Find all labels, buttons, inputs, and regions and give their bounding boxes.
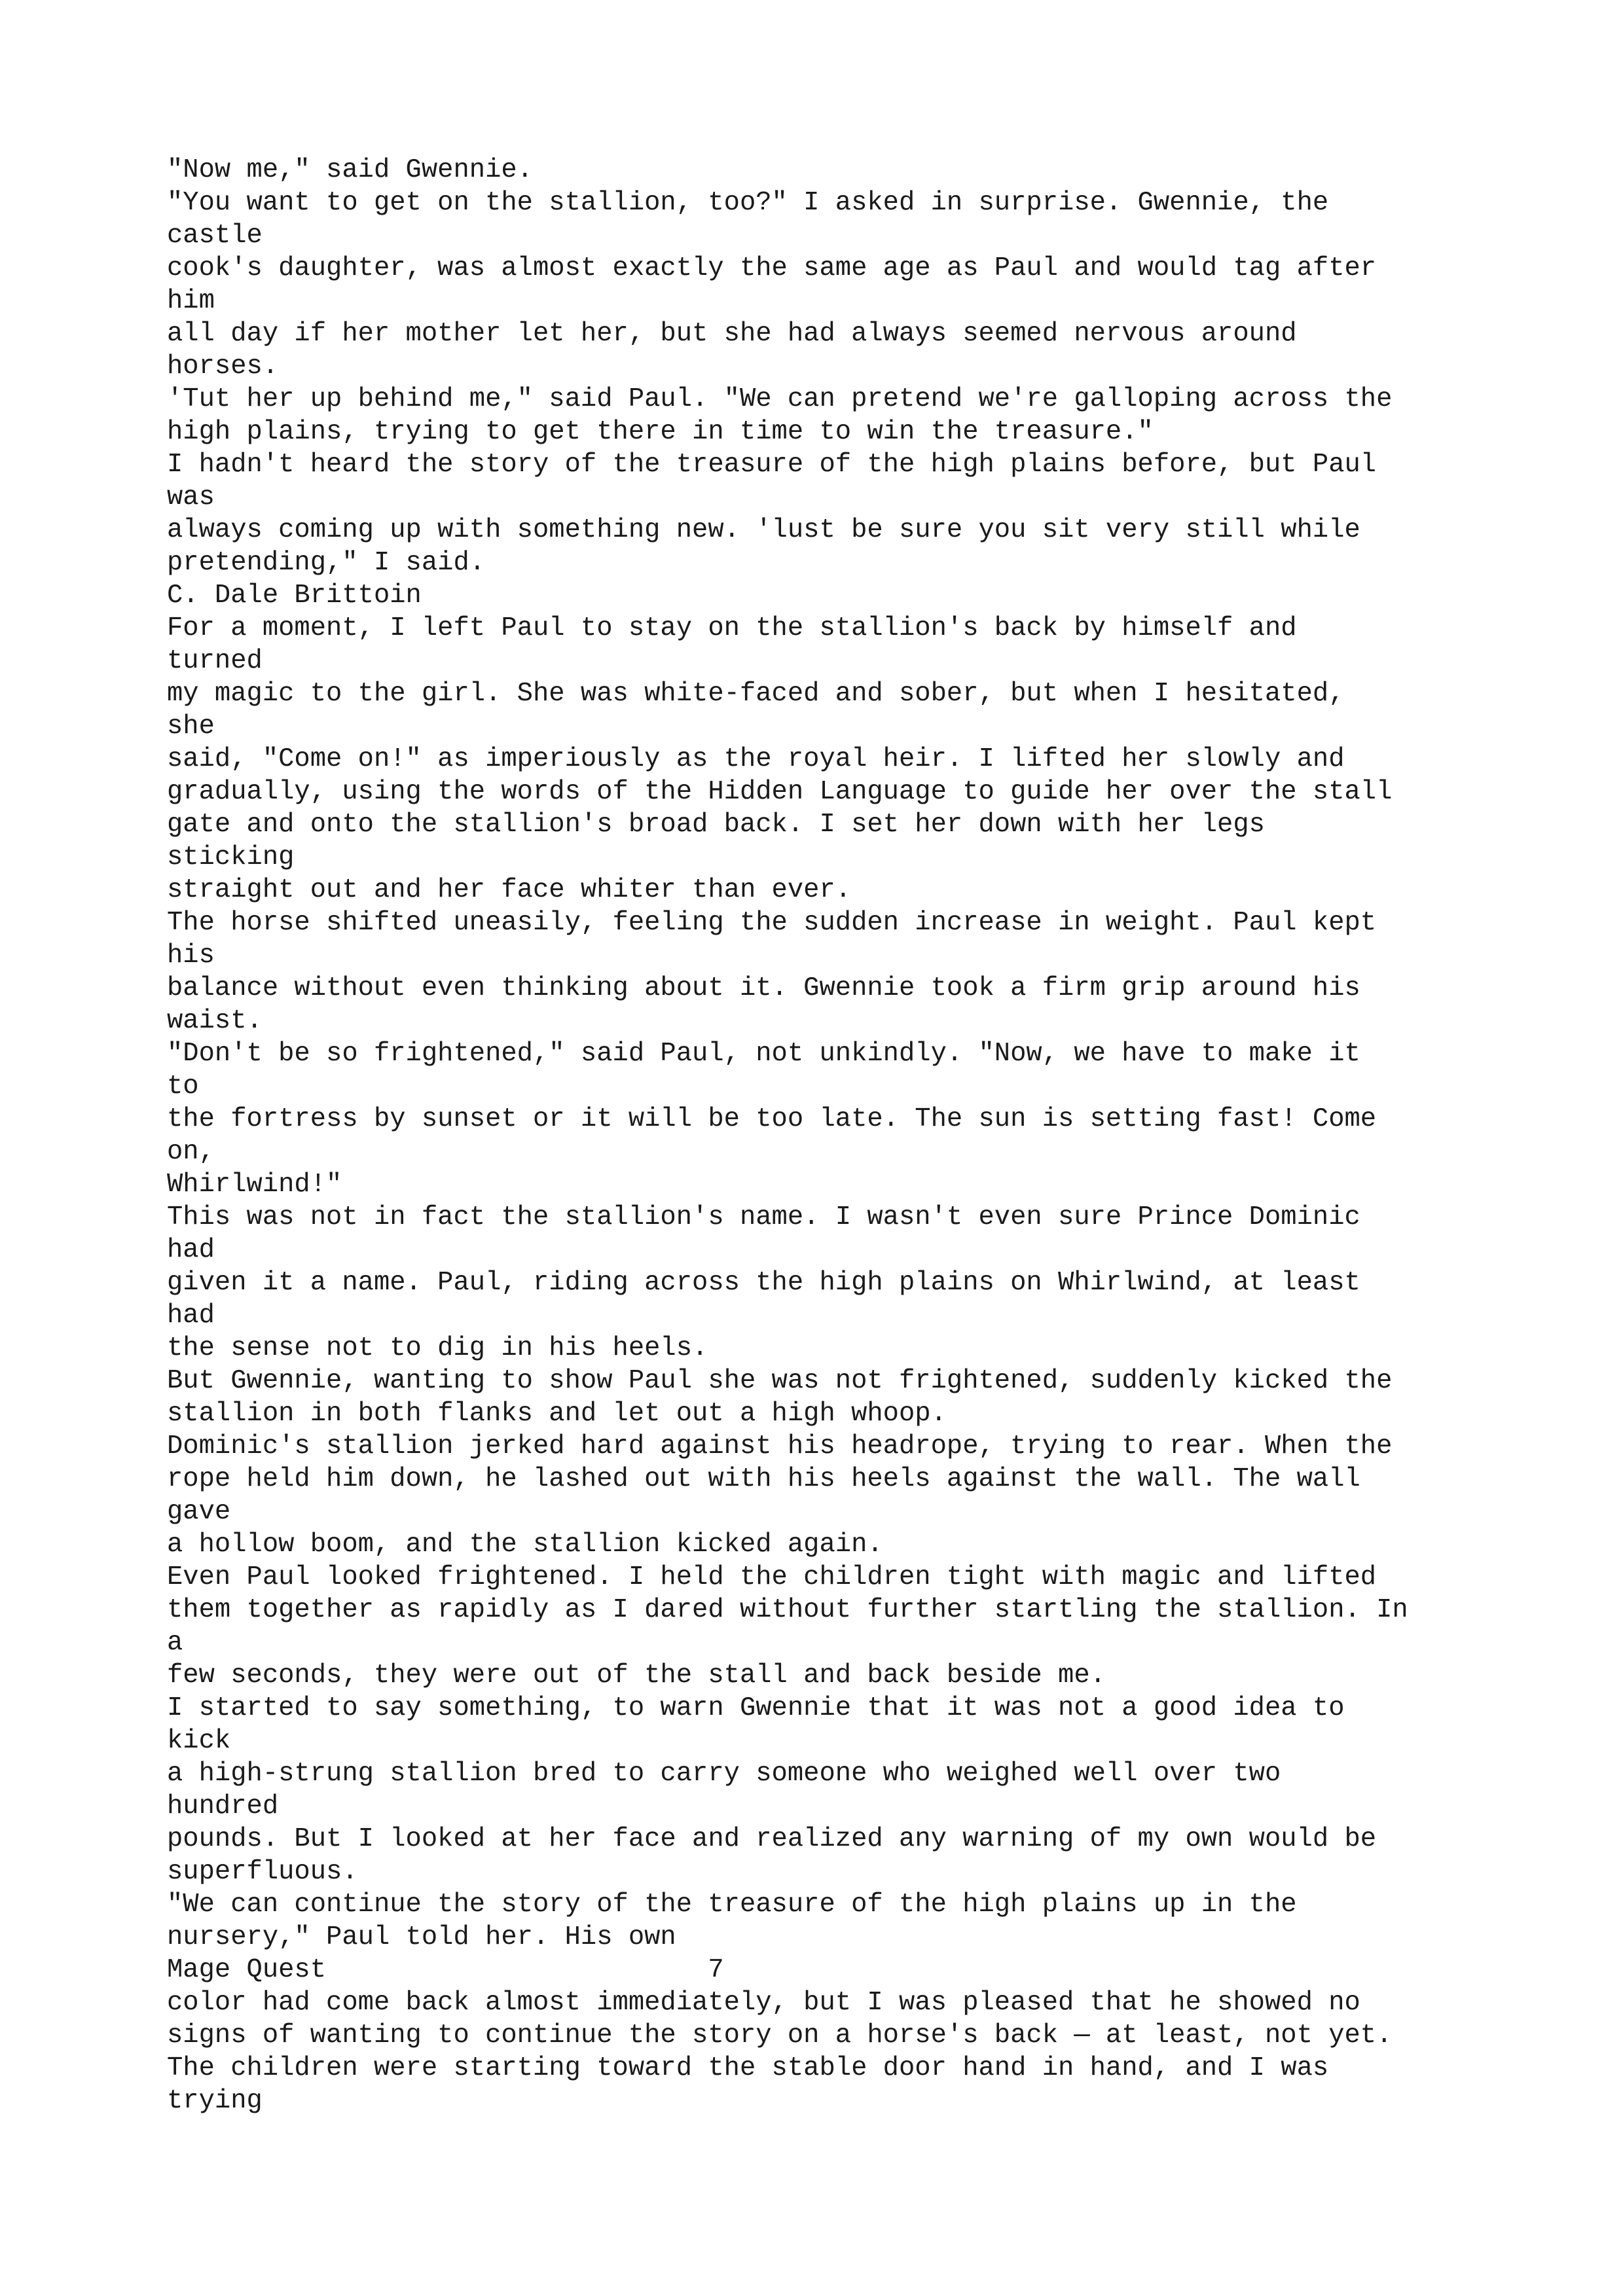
text-line: always coming up with something new. 'lust be sure you sit very still while: [167, 515, 1360, 545]
text-line: had: [167, 1300, 215, 1331]
text-line: gradually, using the words of the Hidden Language to guide her over the stall: [167, 777, 1393, 807]
text-line: I started to say something, to warn Gwennie that it was not a good idea to: [167, 1693, 1345, 1723]
text-line: Mage Quest 7: [167, 1955, 724, 1985]
text-line: gave: [167, 1497, 231, 1527]
text-line: my magic to the girl. She was white-faced and sober, but when I hesitated,: [167, 679, 1345, 709]
text-line: stallion in both flanks and let out a high whoop.: [167, 1399, 947, 1429]
text-line: gate and onto the stallion's broad back. I set her down with her legs: [167, 810, 1265, 840]
text-line: castle: [167, 221, 263, 251]
text-line: "We can continue the story of the treasure of the high plains up in the: [167, 1890, 1297, 1920]
text-line: had: [167, 1235, 215, 1265]
text-line: "You want to get on the stallion, too?" I asked in surprise. Gwennie, the: [167, 188, 1329, 218]
text-line: straight out and her face whiter than ever.: [167, 875, 852, 905]
text-line: Dominic's stallion jerked hard against his headrope, trying to rear. When the: [167, 1431, 1393, 1462]
text-line: sticking: [167, 842, 295, 872]
text-line: them together as rapidly as I dared without further startling the stallion. In: [167, 1595, 1408, 1625]
text-line: high plains, trying to get there in time to win the treasure.": [167, 417, 1154, 447]
text-line: a high-strung stallion bred to carry someone who weighed well over two: [167, 1759, 1281, 1789]
text-line: she: [167, 711, 215, 742]
text-line: the sense not to dig in his heels.: [167, 1333, 708, 1363]
text-line: the fortress by sunset or it will be too late. The sun is setting fast! Come: [167, 1104, 1377, 1134]
text-line: For a moment, I left Paul to stay on the stallion's back by himself and: [167, 613, 1297, 643]
text-line: pretending," I said.: [167, 548, 486, 578]
text-line: a hollow boom, and the stallion kicked again.: [167, 1530, 883, 1560]
text-line: I hadn't heard the story of the treasure of the high plains before, but Paul: [167, 450, 1377, 480]
text-line: given it a name. Paul, riding across the high plains on Whirlwind, at least: [167, 1268, 1360, 1298]
text-line: him: [167, 286, 215, 316]
document-page: [167, 154, 1575, 2117]
text-line: rope held him down, he lashed out with his heels against the wall. The wall: [167, 1464, 1360, 1494]
text-line: a: [167, 1628, 183, 1658]
text-line: turned: [167, 646, 263, 676]
text-line: cook's daughter, was almost exactly the same age as Paul and would tag after: [167, 253, 1377, 283]
text-line: The horse shifted uneasily, feeling the sudden increase in weight. Paul kept: [167, 908, 1377, 938]
text-line: superfluous.: [167, 1857, 358, 1887]
text-line: all day if her mother let her, but she had always seemed nervous around: [167, 319, 1297, 349]
text-line: said, "Come on!" as imperiously as the royal heir. I lifted her slowly and: [167, 744, 1345, 774]
text-line: his: [167, 941, 215, 971]
text-line: This was not in fact the stallion's name. I wasn't even sure Prince Dominic: [167, 1202, 1360, 1232]
text-line: trying: [167, 2086, 263, 2116]
text-line: kick: [167, 1726, 231, 1756]
text-line: waist.: [167, 1006, 263, 1036]
text-line: "Now me," said Gwennie.: [167, 155, 533, 185]
text-line: The children were starting toward the stable door hand in hand, and I was: [167, 2053, 1329, 2083]
text-line: on,: [167, 1137, 215, 1167]
text-line: hundred: [167, 1791, 279, 1821]
text-line: But Gwennie, wanting to show Paul she was not frightened, suddenly kicked the: [167, 1366, 1393, 1396]
text-line: horses.: [167, 351, 279, 382]
text-line: "Don't be so frightened," said Paul, not unkindly. "Now, we have to make it: [167, 1039, 1360, 1069]
text-line: signs of wanting to continue the story on a horse's back — at least, not yet.: [167, 2020, 1393, 2051]
text-line: was: [167, 482, 215, 512]
text-line: color had come back almost immediately, but I was pleased that he showed no: [167, 1988, 1360, 2018]
text-line: Whirlwind!": [167, 1170, 342, 1200]
text-line: to: [167, 1071, 199, 1102]
text-line: pounds. But I looked at her face and realized any warning of my own would be: [167, 1824, 1377, 1854]
text-line: few seconds, they were out of the stall and back beside me.: [167, 1660, 1106, 1691]
text-line: 'Tut her up behind me," said Paul. "We can pretend we're galloping across the: [167, 384, 1393, 414]
text-line: nursery," Paul told her. His own: [167, 1922, 676, 1952]
text-line: C. Dale Brittoin: [167, 581, 422, 611]
text-line: Even Paul looked frightened. I held the children tight with magic and lifted: [167, 1562, 1377, 1592]
text-line: balance without even thinking about it. Gwennie took a firm grip around his: [167, 973, 1360, 1003]
